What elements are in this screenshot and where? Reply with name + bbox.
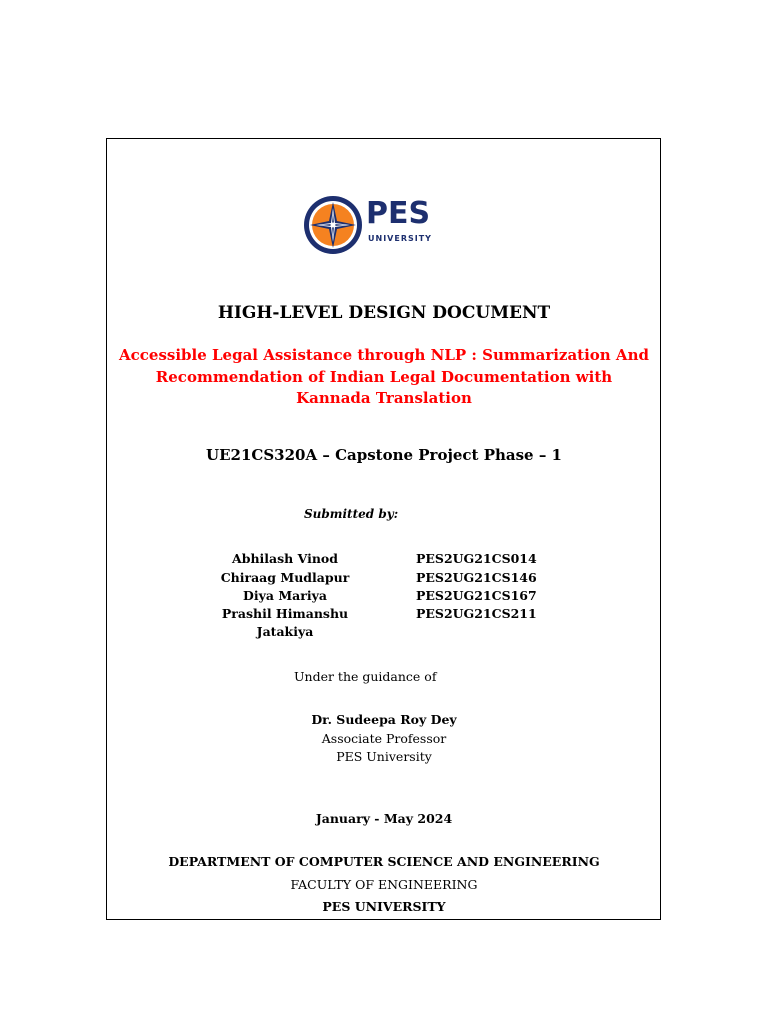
faculty-name: FACULTY OF ENGINEERING — [290, 877, 478, 892]
student-srn: PES2UG21CS146 — [416, 570, 537, 585]
guide-institution: PES University — [336, 749, 432, 764]
guidance-label: Under the guidance of — [294, 669, 437, 684]
guide-name: Dr. Sudeepa Roy Dey — [311, 712, 457, 727]
student-name-continued: Jatakiya — [256, 624, 314, 639]
student-name: Chiraag Mudlapur — [220, 570, 350, 585]
student-srn: PES2UG21CS167 — [416, 588, 537, 603]
logo-brand-text: PES — [366, 196, 431, 231]
university-logo — [302, 194, 442, 256]
document-type-title: HIGH-LEVEL DESIGN DOCUMENT — [217, 303, 551, 323]
course-title: UE21CS320A – Capstone Project Phase – 1 — [206, 446, 562, 464]
project-period: January - May 2024 — [315, 811, 453, 826]
student-name: Prashil Himanshu — [221, 606, 349, 621]
compass-rose-icon — [302, 194, 364, 256]
logo-subtitle-text: UNIVERSITY — [368, 234, 432, 243]
university-name: PES UNIVERSITY — [322, 899, 446, 914]
student-srn: PES2UG21CS211 — [416, 606, 537, 621]
student-name: Diya Mariya — [243, 588, 327, 603]
department-name: DEPARTMENT OF COMPUTER SCIENCE AND ENGINEERING — [168, 854, 600, 869]
student-name: Abhilash Vinod — [232, 551, 338, 566]
student-srn: PES2UG21CS014 — [416, 551, 537, 566]
submitted-by-label: Submitted by: — [304, 507, 399, 521]
project-title: Accessible Legal Assistance through NLP : Summarization And Recommendation of Indian Legal Documentation with Kannada Translation — [119, 346, 649, 407]
guide-designation: Associate Professor — [321, 731, 447, 746]
